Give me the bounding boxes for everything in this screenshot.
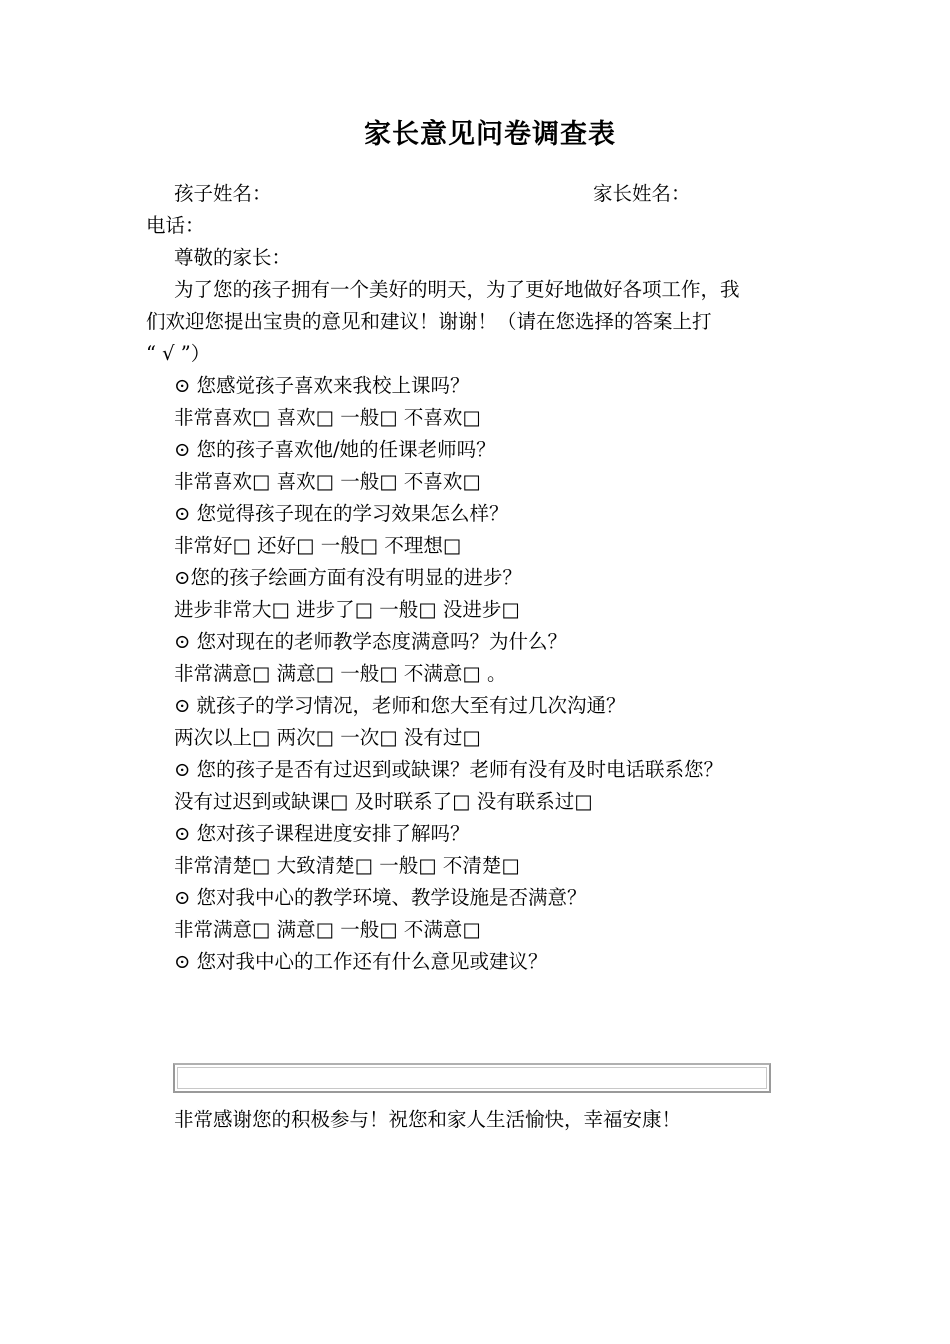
greeting: 尊敬的家长：: [174, 246, 292, 269]
closing-line: 非常感谢您的积极参与！祝您和家人生活愉快，幸福安康！: [174, 1108, 682, 1131]
answer-options-9[interactable]: 非常满意□ 满意□ 一般□ 不满意□: [174, 918, 481, 941]
answer-options-6[interactable]: 两次以上□ 两次□ 一次□ 没有过□: [174, 726, 481, 749]
question-10: ⊙ 您对我中心的工作还有什么意见或建议？: [174, 950, 548, 973]
question-8: ⊙ 您对孩子课程进度安排了解吗？: [174, 822, 470, 845]
question-1: ⊙ 您感觉孩子喜欢来我校上课吗？: [174, 374, 470, 397]
intro-line-3: “ √ ”）: [146, 342, 211, 365]
page-title: 家长意见问卷调查表: [364, 119, 616, 150]
answer-options-8[interactable]: 非常清楚□ 大致清楚□ 一般□ 不清楚□: [174, 854, 520, 877]
question-7: ⊙ 您的孩子是否有过迟到或缺课？老师有没有及时电话联系您？: [174, 758, 724, 781]
intro-line-2: 们欢迎您提出宝贵的意见和建议！谢谢！（请在您选择的答案上打: [146, 310, 712, 333]
answer-options-3[interactable]: 非常好□ 还好□ 一般□ 不理想□: [174, 534, 462, 557]
parent-name-label: 家长姓名：: [593, 182, 691, 205]
answer-options-5[interactable]: 非常满意□ 满意□ 一般□ 不满意□ 。: [174, 662, 507, 685]
question-2: ⊙ 您的孩子喜欢他/她的任课老师吗？: [174, 438, 496, 461]
question-6: ⊙ 就孩子的学习情况，老师和您大至有过几次沟通？: [174, 694, 626, 717]
answer-options-7[interactable]: 没有过迟到或缺课□ 及时联系了□ 没有联系过□: [174, 790, 593, 813]
suggestion-input-box[interactable]: [173, 1063, 771, 1093]
question-9: ⊙ 您对我中心的教学环境、教学设施是否满意？: [174, 886, 587, 909]
answer-options-4[interactable]: 进步非常大□ 进步了□ 一般□ 没进步□: [174, 598, 520, 621]
answer-options-2[interactable]: 非常喜欢□ 喜欢□ 一般□ 不喜欢□: [174, 470, 481, 493]
answer-options-1[interactable]: 非常喜欢□ 喜欢□ 一般□ 不喜欢□: [174, 406, 481, 429]
child-name-label: 孩子姓名：: [174, 182, 272, 205]
question-5: ⊙ 您对现在的老师教学态度满意吗？为什么？: [174, 630, 568, 653]
phone-label: 电话：: [146, 214, 205, 237]
intro-line-1: 为了您的孩子拥有一个美好的明天，为了更好地做好各项工作，我: [174, 278, 740, 301]
question-3: ⊙ 您觉得孩子现在的学习效果怎么样？: [174, 502, 509, 525]
question-4: ⊙您的孩子绘画方面有没有明显的进步？: [174, 566, 522, 589]
